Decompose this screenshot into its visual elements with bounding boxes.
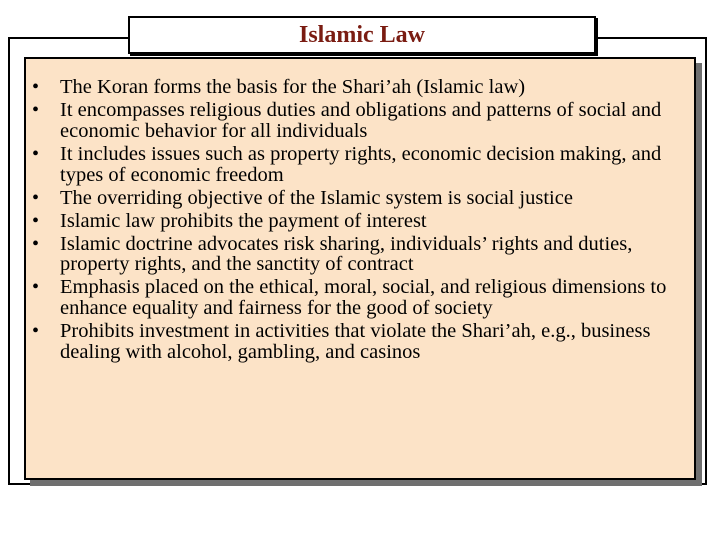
bullet-text: Islamic law prohibits the payment of interest: [60, 209, 427, 232]
bullet-icon: •: [32, 142, 40, 165]
bullet-text: Emphasis placed on the ethical, moral, social, and religious dimensions to enhance equality and fairness for the good of society: [60, 276, 667, 320]
bullet-item: [32, 144, 684, 186]
bullet-text: It encompasses religious duties and obligations and patterns of social and economic behavior for all individuals: [60, 98, 662, 142]
bullet-item: [32, 211, 684, 232]
bullet-icon: •: [32, 209, 40, 232]
title-box: [128, 16, 596, 54]
bullet-item: [32, 100, 684, 142]
bullet-icon: •: [32, 186, 40, 209]
bullet-icon: •: [32, 320, 40, 343]
bullet-icon: •: [32, 276, 40, 299]
bullet-item: [32, 321, 684, 363]
bullet-item: [32, 277, 684, 319]
bullet-list: [32, 77, 684, 365]
bullet-text: It includes issues such as property rights, economic decision making, and types of economic freedom: [60, 142, 662, 186]
content-panel: [24, 57, 696, 480]
bullet-text: Prohibits investment in activities that violate the Shari’ah, e.g., business dealing with alcohol, gambling, and casinos: [60, 320, 651, 363]
bullet-text: The Koran forms the basis for the Shari’ah (Islamic law): [60, 76, 526, 98]
bullet-text: The overriding objective of the Islamic system is social justice: [60, 186, 573, 209]
bullet-item: [32, 188, 684, 209]
bullet-text: Islamic doctrine advocates risk sharing, individuals’ rights and duties, property rights, and the sanctity of contract: [60, 232, 633, 276]
page-title: Islamic Law: [299, 22, 425, 48]
bullet-item: [32, 234, 684, 276]
bullet-icon: •: [32, 232, 40, 255]
bullet-icon: •: [32, 76, 40, 98]
bullet-icon: •: [32, 98, 40, 121]
bullet-item: [32, 77, 684, 98]
